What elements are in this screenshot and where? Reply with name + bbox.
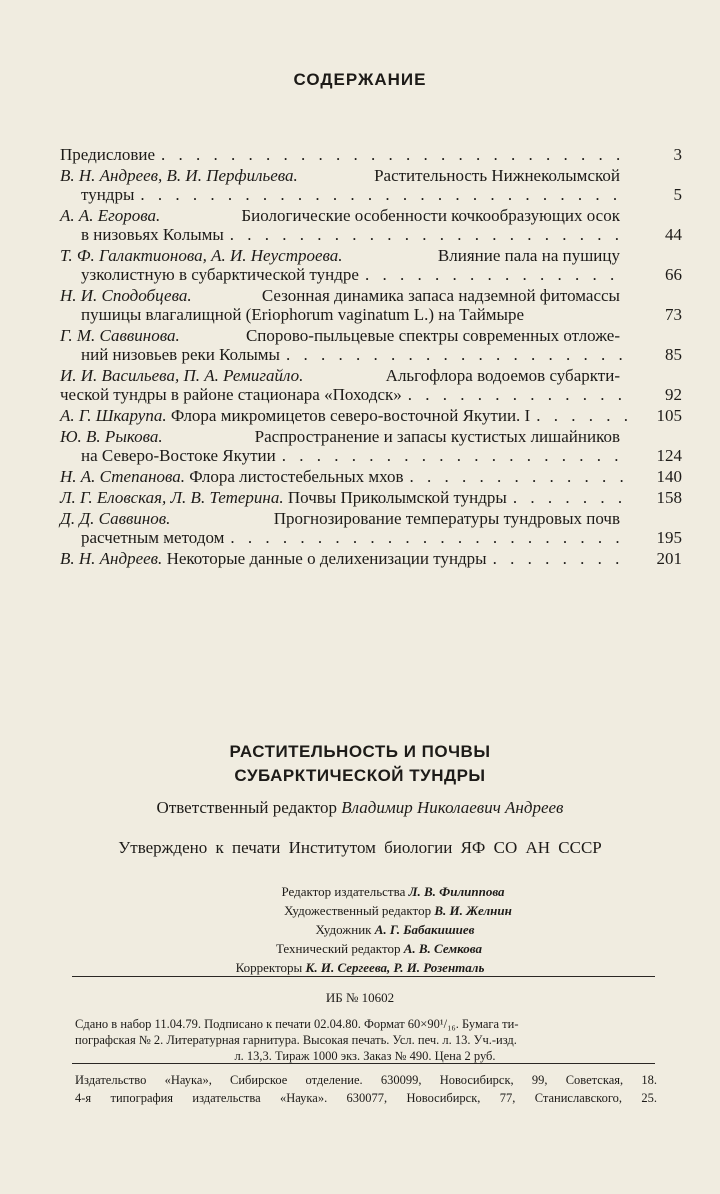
toc-entry	[60, 509, 682, 547]
staff-line	[0, 958, 720, 977]
divider	[72, 1063, 655, 1064]
staff-name: В. И. Желнин	[434, 903, 512, 918]
toc-entry	[60, 549, 682, 568]
leader-dots	[536, 406, 627, 425]
leader-dots	[286, 345, 627, 364]
toc-entry-author: В. Н. Андреев, В. И. Перфильева.	[60, 166, 298, 185]
staff-name: А. Г. Бабакишиев	[374, 922, 475, 937]
staff-line	[0, 901, 720, 920]
toc-entry-title: Почвы Приколымской тундры	[287, 488, 507, 507]
toc-entry	[60, 286, 682, 324]
staff-role: Корректоры	[235, 960, 303, 975]
leader-dots	[230, 528, 627, 547]
toc-entry	[60, 488, 682, 507]
toc-entry-title: Флора микромицетов северо-восточной Якутии. I	[170, 406, 531, 425]
leader-dots	[410, 467, 627, 486]
staff-role: Редактор издательства	[281, 884, 406, 899]
toc-entry-author: В. Н. Андреев.	[60, 549, 163, 568]
toc-page-number: 140	[656, 467, 682, 486]
toc-entry-title: Распространение и запасы кустистых лишайников	[254, 427, 620, 446]
staff-name: А. В. Семкова	[403, 941, 482, 956]
toc-entry-author: А. Г. Шкарупа.	[60, 406, 167, 425]
toc-entry-author: Л. Г. Еловская, Л. В. Тетерина.	[60, 488, 284, 507]
toc-page-number: 44	[665, 225, 682, 244]
toc-entry	[60, 427, 682, 465]
toc-entry-title: Биологические особенности кочкообразующих осок	[241, 206, 620, 225]
toc-entry-author: Г. М. Саввинова.	[60, 326, 180, 345]
staff-name: К. И. Сергеева, Р. И. Розенталь	[305, 960, 485, 975]
book-title-line: РАСТИТЕЛЬНОСТЬ И ПОЧВЫ	[229, 742, 491, 761]
responsible-editor-label: Ответственный редактор	[156, 798, 338, 817]
book-title	[0, 740, 720, 788]
responsible-editor	[0, 798, 720, 818]
toc-entry-title: расчетным методом	[81, 528, 225, 547]
toc-entry-title: ний низовьев реки Колымы	[81, 345, 280, 364]
toc-entry-author: Т. Ф. Галактионова, А. И. Неустроева.	[60, 246, 343, 265]
book-title-line: СУБАРКТИЧЕСКОЙ ТУНДРЫ	[234, 766, 486, 785]
toc-entry	[60, 206, 682, 244]
imprint-line: л. 13,3. Тираж 1000 экз. Заказ № 490. Цена 2 руб.	[234, 1049, 496, 1063]
toc-entry	[60, 246, 682, 284]
toc-page-number: 85	[665, 345, 682, 364]
toc-page-number: 5	[673, 185, 682, 204]
toc-entry-title: тундры	[81, 185, 135, 204]
toc-page-number: 105	[656, 406, 682, 425]
toc-title: СОДЕРЖАНИЕ	[293, 70, 427, 89]
toc-page-number: 73	[665, 305, 682, 324]
toc-entry	[60, 406, 682, 425]
toc-entry-title: ческой тундры в районе стационара «Походск»	[60, 385, 402, 404]
toc-page-number: 66	[665, 265, 682, 284]
toc-entry-title: Альгофлора водоемов субаркти-	[385, 366, 620, 385]
toc-entry	[60, 467, 682, 486]
toc-entry	[60, 166, 682, 204]
leader-dots	[493, 549, 627, 568]
toc-page-number: 124	[656, 446, 682, 465]
publisher-line: Издательство «Наука», Сибирское отделение. 630099, Новосибирск, 99, Советская, 18.	[75, 1073, 657, 1087]
toc-entry-author: А. А. Егорова.	[60, 206, 161, 225]
toc-entry-title: пушицы влагалищной (Eriophorum vaginatum L.) на Таймыре	[81, 305, 525, 324]
toc-page-number: 158	[656, 488, 682, 507]
toc-entry-author: И. И. Васильева, П. А. Ремигайло.	[60, 366, 304, 385]
approval-line: Утверждено к печати Институтом биологии ЯФ СО АН СССР	[118, 838, 602, 857]
toc-entry-author: Ю. В. Рыкова.	[60, 427, 163, 446]
ib-number: ИБ № 10602	[325, 990, 395, 1005]
table-of-contents	[60, 145, 682, 570]
toc-entry	[60, 366, 682, 404]
staff-role: Технический редактор	[275, 941, 401, 956]
toc-entry-title: Прогнозирование температуры тундровых почв	[273, 509, 620, 528]
toc-entry-title: Спорово-пыльцевые спектры современных отложе-	[245, 326, 620, 345]
staff-name: Л. В. Филиппова	[408, 884, 505, 899]
toc-entry-title: Сезонная динамика запаса надземной фитомассы	[261, 286, 620, 305]
toc-entry-title: Флора листостебельных мхов	[189, 467, 404, 486]
toc-entry-title: Некоторые данные о делихенизации тундры	[166, 549, 487, 568]
leader-dots	[230, 225, 627, 244]
toc-entry-author: Н. А. Степанова.	[60, 467, 186, 486]
divider	[72, 976, 655, 977]
toc-page-number: 201	[656, 549, 682, 568]
toc-page-number: 92	[665, 385, 682, 404]
leader-dots	[282, 446, 627, 465]
staff-role: Художник	[315, 922, 372, 937]
toc-entry-title: узколистную в субарктической тундре	[81, 265, 359, 284]
staff-line	[0, 882, 720, 901]
toc-entry-title: Предисловие	[60, 145, 156, 164]
toc-entry-title: Растительность Нижнеколымской	[374, 166, 620, 185]
staff-role: Художественный редактор	[284, 903, 432, 918]
leader-dots	[140, 185, 627, 204]
toc-entry-author: Д. Д. Саввинов.	[60, 509, 171, 528]
toc-entry	[60, 326, 682, 364]
leader-dots	[161, 145, 627, 164]
toc-page-number: 195	[656, 528, 682, 547]
staff-line	[0, 939, 720, 958]
leader-dots	[513, 488, 627, 507]
staff-line	[0, 920, 720, 939]
publisher-info	[75, 1071, 657, 1107]
publisher-line: 4-я типография издательства «Наука». 630077, Новосибирск, 77, Станиславского, 25.	[75, 1091, 657, 1105]
leader-dots	[365, 265, 627, 284]
toc-entry-title: в низовьях Колымы	[81, 225, 224, 244]
toc-entry-title: Влияние пала на пушицу	[437, 246, 620, 265]
toc-entry	[60, 145, 682, 164]
toc-entry-title: на Северо-Востоке Якутии	[81, 446, 276, 465]
editorial-staff	[0, 882, 720, 977]
toc-page-number: 3	[673, 145, 682, 164]
toc-entry-author: Н. И. Сподобцева.	[60, 286, 192, 305]
leader-dots	[408, 385, 627, 404]
responsible-editor-name: Владимир Николаевич Андреев	[341, 798, 564, 817]
imprint-line: пографская № 2. Литературная гарнитура. Высокая печать. Усл. печ. л. 13. Уч.-изд.	[75, 1033, 517, 1047]
imprint	[75, 1016, 655, 1064]
imprint-line: Сдано в набор 11.04.79. Подписано к печати 02.04.80. Формат 60×90¹/₁₆. Бумага ти-	[75, 1017, 519, 1031]
